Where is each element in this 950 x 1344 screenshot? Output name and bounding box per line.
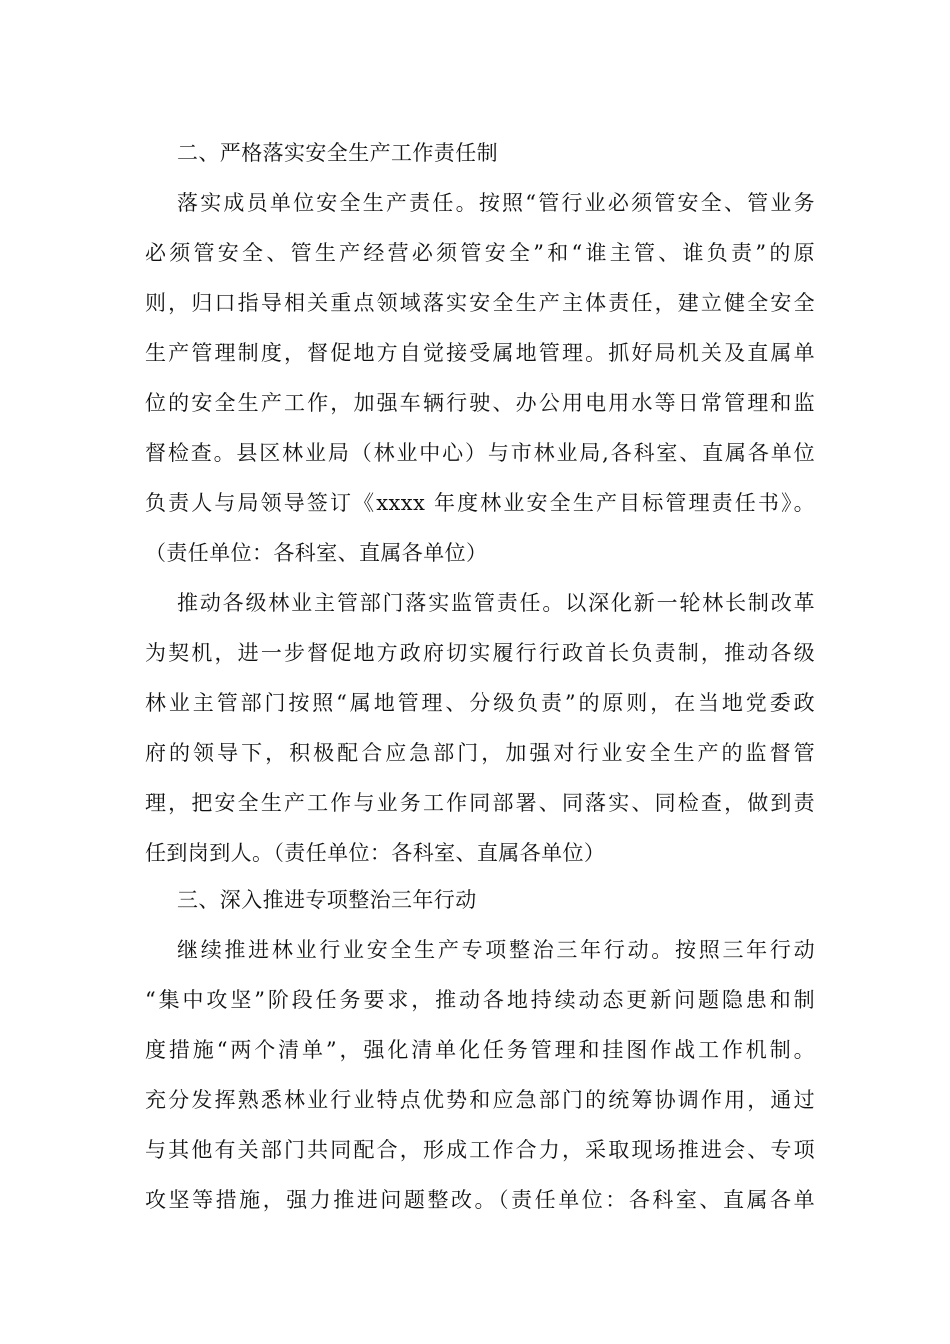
paragraph-line: 督检查。县区林业局（林业中心）与市林业局,各科室、直属各单位 (145, 441, 815, 465)
paragraph-line: 度措施“两个清单”，强化清单化任务管理和挂图作战工作机制。 (145, 1038, 815, 1062)
paragraph-line: 府的领导下，积极配合应急部门，加强对行业安全生产的监督管 (145, 741, 815, 765)
paragraph-line: 任到岗到人。（责任单位：各科室、直属各单位） (145, 841, 606, 865)
paragraph-line: 林业主管部门按照“属地管理、分级负责”的原则，在当地党委政 (145, 691, 815, 715)
paragraph-line: 充分发挥熟悉林业行业特点优势和应急部门的统筹协调作用，通过 (145, 1088, 815, 1112)
paragraph-line: 生产管理制度，督促地方自觉接受属地管理。抓好局机关及直属单 (145, 341, 815, 365)
section-heading-3: 三、深入推进专项整治三年行动 (177, 888, 477, 912)
paragraph-line: 理，把安全生产工作与业务工作同部署、同落实、同检查，做到责 (145, 791, 815, 815)
paragraph-line: 落实成员单位安全生产责任。按照“管行业必须管安全、管业务 (177, 191, 815, 215)
paragraph-line: 攻坚等措施，强力推进问题整改。（责任单位：各科室、直属各单 (145, 1188, 815, 1212)
paragraph-line: 位的安全生产工作，加强车辆行驶、办公用电用水等日常管理和监 (145, 391, 815, 415)
paragraph-line: 推动各级林业主管部门落实监管责任。以深化新一轮林长制改革 (177, 591, 815, 615)
paragraph-line: 则，归口指导相关重点领域落实安全生产主体责任，建立健全安全 (145, 291, 815, 315)
paragraph-line: （责任单位：各科室、直属各单位） (145, 541, 488, 565)
paragraph-line: 为契机，进一步督促地方政府切实履行行政首长负责制，推动各级 (145, 641, 815, 665)
paragraph-line: 继续推进林业行业安全生产专项整治三年行动。按照三年行动 (177, 938, 815, 962)
paragraph-line: “集中攻坚”阶段任务要求，推动各地持续动态更新问题隐患和制 (145, 988, 815, 1012)
section-heading-2: 二、严格落实安全生产工作责任制 (177, 141, 498, 165)
paragraph-line: 必须管安全、管生产经营必须管安全”和“谁主管、谁负责”的原 (145, 241, 815, 265)
paragraph-line: 负责人与局领导签订《xxxx 年度林业安全生产目标管理责任书》。 (145, 491, 815, 515)
paragraph-line: 与其他有关部门共同配合，形成工作合力，采取现场推进会、专项 (145, 1138, 815, 1162)
